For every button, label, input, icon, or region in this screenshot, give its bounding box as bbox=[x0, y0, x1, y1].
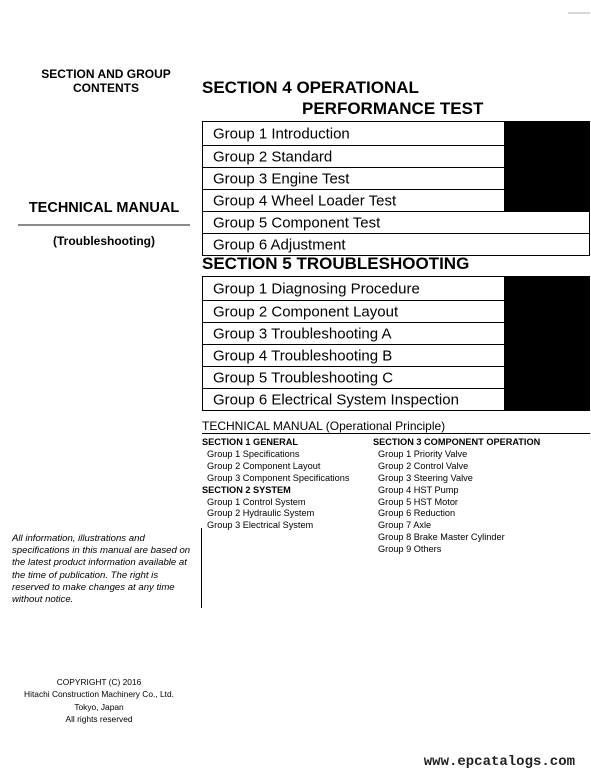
group-row[interactable] bbox=[203, 145, 589, 167]
list-item[interactable]: Group 3 Electrical System bbox=[207, 520, 314, 531]
corner-mark bbox=[568, 12, 590, 14]
group-label: Group 5 Troubleshooting C bbox=[213, 369, 394, 386]
title-line-1: SECTION AND GROUP bbox=[41, 67, 171, 81]
group-label: Group 1 Introduction bbox=[213, 125, 350, 142]
group-label: Group 1 Diagnosing Procedure bbox=[213, 280, 420, 297]
section4-title-line2: PERFORMANCE TEST bbox=[302, 99, 484, 118]
copyright-line: Tokyo, Japan bbox=[74, 701, 124, 712]
manual-title-rule bbox=[18, 224, 190, 226]
group-label: Group 4 Wheel Loader Test bbox=[213, 192, 397, 209]
group-row[interactable] bbox=[203, 322, 589, 344]
title-line-2: CONTENTS bbox=[73, 81, 139, 95]
disclaimer-text: All information, illustrations and specifications in this manual are based on the latest product information available at the time of publication. The right is reserved to make changes at any time without notice. bbox=[12, 533, 191, 606]
copyright-line: All rights reserved bbox=[65, 713, 133, 724]
section-heading: SECTION 1 GENERAL bbox=[202, 437, 298, 447]
manual-subtitle: (Troubleshooting) bbox=[53, 234, 155, 248]
vertical-divider bbox=[201, 528, 202, 608]
index-tab bbox=[504, 367, 589, 388]
group-row[interactable] bbox=[203, 211, 589, 233]
list-item[interactable]: Group 9 Others bbox=[378, 544, 442, 555]
index-tab bbox=[504, 122, 589, 145]
list-item[interactable]: Group 1 Control System bbox=[207, 496, 306, 507]
list-item[interactable]: Group 5 HST Motor bbox=[378, 496, 458, 507]
group-row[interactable] bbox=[203, 344, 589, 366]
index-tab bbox=[504, 277, 589, 300]
operational-principle-rule bbox=[202, 433, 590, 434]
operational-principle-column-1 bbox=[202, 437, 350, 532]
group-row[interactable] bbox=[203, 233, 589, 255]
index-tab bbox=[504, 146, 589, 167]
group-label: Group 3 Engine Test bbox=[213, 170, 350, 187]
group-row[interactable] bbox=[203, 277, 589, 300]
list-item[interactable]: Group 8 Brake Master Cylinder bbox=[378, 532, 505, 543]
list-item[interactable]: Group 2 Component Layout bbox=[207, 460, 321, 471]
index-tab bbox=[504, 389, 589, 410]
section-heading: SECTION 3 COMPONENT OPERATION bbox=[373, 437, 541, 447]
copyright-line: Hitachi Construction Machinery Co., Ltd. bbox=[24, 689, 174, 700]
group-row[interactable] bbox=[203, 167, 589, 189]
copyright-block bbox=[24, 676, 174, 725]
list-item[interactable]: Group 7 Axle bbox=[378, 520, 432, 531]
watermark-url: www.epcatalogs.com bbox=[423, 754, 575, 770]
list-item[interactable]: Group 4 HST Pump bbox=[378, 484, 459, 495]
group-row[interactable] bbox=[203, 122, 589, 145]
section5-title: SECTION 5 TROUBLESHOOTING bbox=[202, 254, 470, 273]
list-item[interactable]: Group 3 Component Specifications bbox=[207, 472, 350, 483]
group-row[interactable] bbox=[203, 388, 589, 410]
group-label: Group 6 Electrical System Inspection bbox=[213, 391, 459, 408]
section4-title-line1: SECTION 4 OPERATIONAL bbox=[202, 78, 419, 97]
section-heading: SECTION 2 SYSTEM bbox=[202, 484, 291, 495]
group-label: Group 4 Troubleshooting B bbox=[213, 347, 393, 364]
operational-principle-column-2 bbox=[373, 437, 540, 556]
copyright-line: COPYRIGHT (C) 2016 bbox=[56, 677, 142, 687]
group-label: Group 5 Component Test bbox=[213, 214, 381, 231]
group-row[interactable] bbox=[203, 300, 589, 322]
manual-title: TECHNICAL MANUAL bbox=[28, 200, 180, 216]
index-tab bbox=[504, 323, 589, 344]
group-label: Group 3 Troubleshooting A bbox=[213, 325, 392, 342]
list-item[interactable]: Group 3 Steering Valve bbox=[378, 472, 473, 483]
group-label: Group 2 Standard bbox=[213, 148, 333, 165]
section5-group-table bbox=[202, 276, 590, 411]
index-tab bbox=[504, 190, 589, 211]
group-label: Group 6 Adjustment bbox=[213, 236, 346, 253]
list-item[interactable]: Group 1 Specifications bbox=[207, 448, 300, 459]
list-item[interactable]: Group 2 Control Valve bbox=[378, 460, 469, 471]
list-item[interactable]: Group 1 Priority Valve bbox=[378, 448, 468, 459]
operational-principle-title: TECHNICAL MANUAL (Operational Principle) bbox=[202, 419, 446, 433]
list-item[interactable]: Group 6 Reduction bbox=[378, 508, 456, 519]
list-item[interactable]: Group 2 Hydraulic System bbox=[207, 508, 315, 519]
index-tab bbox=[504, 345, 589, 366]
group-label: Group 2 Component Layout bbox=[213, 303, 399, 320]
section-group-contents-title bbox=[18, 67, 194, 95]
index-tab bbox=[504, 168, 589, 189]
group-row[interactable] bbox=[203, 189, 589, 211]
group-row[interactable] bbox=[203, 366, 589, 388]
section4-group-table bbox=[202, 121, 590, 256]
index-tab bbox=[504, 301, 589, 322]
